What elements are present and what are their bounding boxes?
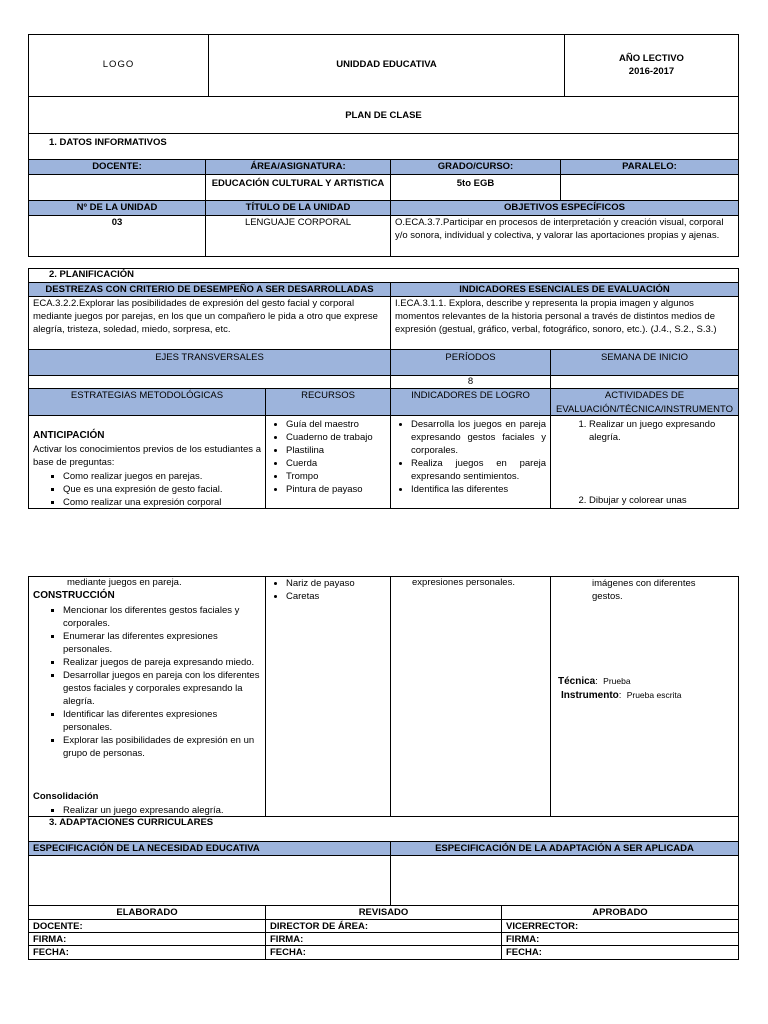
- director-sign: DIRECTOR DE ÁREA:: [265, 919, 502, 933]
- elaborado-header: ELABORADO: [28, 905, 266, 920]
- list-item: • Realiza juegos en pareja expresando sentimientos.: [411, 457, 546, 483]
- list-item: • Cuerda: [286, 457, 388, 470]
- institution-name: UNIDDAD EDUCATIVA: [336, 59, 437, 70]
- list-item: • Nariz de payaso: [286, 577, 388, 590]
- actividades-cell-p1: [550, 415, 739, 509]
- instrumento-value: Prueba escrita: [626, 690, 682, 700]
- adaptaciones-title: 3. ADAPTACIONES CURRICULARES: [49, 817, 214, 828]
- ejes-label: EJES TRANSVERSALES: [28, 349, 391, 376]
- list-item: • Caretas: [286, 590, 388, 603]
- titulo-label: TÍTULO DE LA UNIDAD: [205, 200, 391, 216]
- firma-field: FIRMA:: [501, 932, 739, 946]
- logro-list: [393, 418, 546, 496]
- periodos-label: PERÍODOS: [390, 349, 551, 376]
- datos-title: 1. DATOS INFORMATIVOS: [49, 137, 167, 148]
- adaptacion-label: ESPECIFICACIÓN DE LA ADAPTACIÓN A SER APLICADA: [390, 841, 739, 856]
- area-value-cell: [205, 174, 391, 201]
- fecha-field: FECHA:: [501, 945, 739, 960]
- consolidacion-title: Consolidación: [33, 791, 99, 802]
- institution-cell: [208, 34, 565, 97]
- grado-value-cell: [390, 174, 561, 201]
- estrategias-cell-p2: [28, 576, 266, 817]
- adaptaciones-section: [28, 816, 739, 842]
- logo-cell: [28, 34, 209, 97]
- revisado-header: REVISADO: [265, 905, 502, 920]
- area-value: EDUCACIÓN CULTURAL Y ARTISTICA: [211, 178, 385, 189]
- adaptacion-value: [390, 855, 739, 906]
- list-item: ▪ Mencionar los diferentes gestos faciales y corporales.: [63, 604, 263, 630]
- area-label: ÁREA/ASIGNATURA:: [205, 159, 391, 175]
- datos-section: [28, 133, 739, 160]
- list-item: ▪ Explorar las posibilidades de expresión en un grupo de personas.: [63, 734, 263, 760]
- semana-label: SEMANA DE INICIO: [550, 349, 739, 376]
- indicadores-value: I.ECA.3.1.1. Explora, describe y representa la propia imagen y algunos momentos relevantes de la historia personal a través de distintos medios de expresión (gestual, gráfico, verbal, fotográfico, sonoro, etc.). (J.4., S.2., S.3.): [390, 296, 739, 350]
- list-item: ▪ Realizar un juego expresando alegría.: [63, 804, 263, 817]
- list-item: • Pintura de payaso: [286, 483, 388, 496]
- firma-field: FIRMA:: [265, 932, 502, 946]
- objetivos-label: OBJETIVOS ESPECÍFICOS: [390, 200, 739, 216]
- list-item: • Cuaderno de trabajo: [286, 431, 388, 444]
- destrezas-value: ECA.3.2.2.Explorar las posibilidades de expresión del gesto facial y corporal mediante juegos por parejas, en los que un compañero le pida a otro que exprese alegría, tristeza, soledad, miedo, sorpresa, etc.: [28, 296, 391, 350]
- list-item: ▪ Desarrollar juegos en pareja con los diferentes gestos faciales y corporales expresando la alegría.: [63, 669, 263, 708]
- logro-continuation: expresiones personales.: [412, 577, 515, 588]
- ejes-value: [28, 375, 391, 389]
- titulo-value: LENGUAJE CORPORAL: [244, 217, 352, 228]
- list-item: ▪ Enumerar las diferentes expresiones personales.: [63, 630, 263, 656]
- list-item: 1. Realizar un juego expresando alegría.: [589, 418, 734, 444]
- construccion-title: CONSTRUCCIÓN: [33, 590, 115, 601]
- unidad-label: Nº DE LA UNIDAD: [28, 200, 206, 216]
- construccion-list: [29, 604, 263, 760]
- docente-sign: DOCENTE:: [28, 919, 266, 933]
- estrategias-label: ESTRATEGIAS METODOLÓGICAS: [28, 388, 266, 416]
- continuation-text: mediante juegos en pareja.: [67, 577, 182, 588]
- recursos-label: RECURSOS: [265, 388, 391, 416]
- docente-value: [28, 174, 206, 201]
- list-item: • Trompo: [286, 470, 388, 483]
- destrezas-label: DESTREZAS CON CRITERIO DE DESEMPEÑO A SER DESARROLLADAS: [28, 282, 391, 297]
- list-item: ▪ Como realizar una expresión corporal: [63, 496, 261, 509]
- list-item: • Desarrolla los juegos en pareja expresando gestos faciales y corporales.: [411, 418, 546, 457]
- instrumento-line: [561, 690, 682, 701]
- actividad-continuation: imágenes con diferentes gestos.: [592, 578, 696, 602]
- semana-value: [550, 375, 739, 389]
- recursos-cell-p2: [265, 576, 391, 817]
- indicadores-label: INDICADORES ESENCIALES DE EVALUACIÓN: [390, 282, 739, 297]
- estrategias-cell-p1: [28, 415, 266, 509]
- fecha-field: FECHA:: [28, 945, 266, 960]
- logro-label: INDICADORES DE LOGRO: [390, 388, 551, 416]
- anticipacion-title: ANTICIPACIÓN: [33, 430, 105, 441]
- aprobado-header: APROBADO: [501, 905, 739, 920]
- paralelo-label: PARALELO:: [560, 159, 739, 175]
- planificacion-title: 2. PLANIFICACIÓN: [49, 269, 134, 280]
- necesidad-label: ESPECIFICACIÓN DE LA NECESIDAD EDUCATIVA: [28, 841, 391, 856]
- instrumento-label: Instrumento: [561, 690, 619, 701]
- periodos-value: 8: [390, 375, 551, 389]
- paralelo-value: [560, 174, 739, 201]
- necesidad-value: [28, 855, 391, 906]
- year-cell: [564, 34, 739, 97]
- tecnica-value: Prueba: [603, 676, 631, 686]
- fecha-field: FECHA:: [265, 945, 502, 960]
- recursos-list-p2: [268, 577, 388, 603]
- logro-cell-p2: [390, 576, 551, 817]
- titulo-value-cell: [205, 215, 391, 257]
- plan-title-cell: [28, 96, 739, 134]
- list-item: ▪ Como realizar juegos en parejas.: [63, 470, 261, 483]
- actividades-cell-p2: [550, 576, 739, 817]
- logo-text: LOGO: [102, 59, 135, 70]
- recursos-list: [268, 418, 388, 496]
- anticipacion-intro: Activar los conocimientos previos de los estudiantes a base de preguntas:: [33, 444, 261, 468]
- plan-title: PLAN DE CLASE: [345, 110, 422, 121]
- year-label: AÑO LECTIVO: [619, 53, 684, 64]
- list-item: ▪ Realizar juegos de pareja expresando miedo.: [63, 656, 263, 669]
- year-value: 2016-2017: [628, 66, 675, 77]
- planificacion-section: [28, 268, 739, 283]
- tecnica-label: Técnica: [558, 676, 596, 687]
- logro-cell-p1: [390, 415, 551, 509]
- recursos-cell-p1: [265, 415, 391, 509]
- actividades-label: ACTIVIDADES DE EVALUACIÓN/TÉCNICA/INSTRUMENTO: [550, 388, 739, 416]
- actividad-list-1: [551, 418, 734, 444]
- tecnica-colon: :: [595, 676, 604, 687]
- list-item: ▪ Que es una expresión de gesto facial.: [63, 483, 261, 496]
- firma-field: FIRMA:: [28, 932, 266, 946]
- grado-label: GRADO/CURSO:: [390, 159, 561, 175]
- objetivos-value: O.ECA.3.7.Participar en procesos de interpretación y creación visual, corporal y/o sonora, individual y colectiva, y valorar las aportaciones propias y ajenas.: [390, 215, 739, 257]
- vicerrector-sign: VICERRECTOR:: [501, 919, 739, 933]
- list-item: 2. Dibujar y colorear unas: [589, 494, 734, 507]
- grado-value: 5to EGB: [456, 178, 495, 189]
- list-item: • Plastilina: [286, 444, 388, 457]
- docente-label: DOCENTE:: [28, 159, 206, 175]
- anticipacion-list: [29, 470, 261, 509]
- actividad-list-2: [551, 494, 734, 507]
- unidad-value-cell: [28, 215, 206, 257]
- tecnica-line: [558, 676, 631, 687]
- instrumento-colon: :: [618, 690, 627, 701]
- unidad-value: 03: [111, 217, 123, 228]
- list-item: ▪ Identificar las diferentes expresiones personales.: [63, 708, 263, 734]
- list-item: • Identifica las diferentes: [411, 483, 546, 496]
- list-item: • Guía del maestro: [286, 418, 388, 431]
